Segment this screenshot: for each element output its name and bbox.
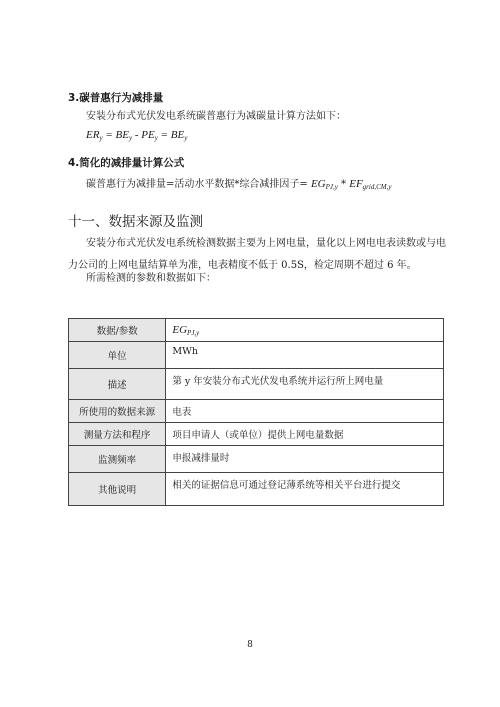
section-11-paragraph-2: 所需检测的参数和数据如下： <box>86 273 216 284</box>
formula-sub: y <box>154 134 158 142</box>
section-3-intro: 安装分布式光伏发电系统碳普惠行为减碳量计算方法如下： <box>86 111 346 122</box>
param-main: EG <box>172 323 188 336</box>
formula-multiply: * <box>337 179 350 190</box>
table-row <box>69 423 444 446</box>
formula-prefix: 碳普惠行为减排量=活动水平数据*综合减排因子= <box>86 179 311 190</box>
table-value-cell <box>166 319 444 342</box>
formula-sub: y <box>128 134 133 142</box>
table-label-cell: 测量方法和程序 <box>69 423 166 446</box>
section-3-formula: $ER_y = BE_y - PE_y = BE_y$ <box>86 129 188 142</box>
table-label-cell: 监测频率 <box>69 446 166 473</box>
section-4-formula-line <box>86 177 391 194</box>
section-4-heading: 4.简化的减排量计算公式 <box>68 157 185 169</box>
table-value-cell: MWh <box>166 342 444 369</box>
section-11-paragraph: 安装分布式光伏发电系统检测数据主要为上网电量，量化以上网电电表读数或与电力公司的上网电量结算单为准，电表精度不低于 0.5S，检定周期不超过 6 年。 <box>68 238 446 271</box>
table-row <box>69 446 444 473</box>
formula-sub: y <box>184 134 188 142</box>
formula-term-eg: EG <box>310 178 326 190</box>
table-row <box>69 473 444 506</box>
formula-term-be-2: BE <box>170 129 185 141</box>
table-row <box>69 369 444 400</box>
formula-term-ef: EF <box>349 178 363 190</box>
table-row <box>69 400 444 423</box>
table-value-cell: 第 y 年安装分布式光伏发电系统并运行所上网电量 <box>166 369 444 400</box>
table-row <box>69 319 444 342</box>
table-value-cell: 相关的证据信息可通过登记薄系统等相关平台进行提交 <box>166 473 444 506</box>
table-label-cell: 单位 <box>69 342 166 369</box>
table-label-cell: 描述 <box>69 369 166 400</box>
section-3-heading: 3.碳普惠行为减排量 <box>68 92 164 104</box>
formula-term-pe: PE <box>141 129 155 141</box>
formula-term-be: BE <box>115 129 129 141</box>
formula-sub: grid,CM,y <box>362 183 392 191</box>
table-label-cell: 数据/参数 <box>69 319 166 342</box>
formula-sub: y <box>99 134 103 142</box>
monitoring-parameters-table <box>68 318 444 506</box>
formula-term-er: ER <box>86 129 100 141</box>
section-11-heading: 十一、数据来源及监测 <box>68 214 203 230</box>
table-value-cell: 电表 <box>166 400 444 423</box>
table-value-cell: 申报减排量时 <box>166 446 444 473</box>
table-row <box>69 342 444 369</box>
table-label-cell: 所使用的数据来源 <box>69 400 166 423</box>
table-value-cell: 项目申请人（或单位）提供上网电量数据 <box>166 423 444 446</box>
param-sub: PJ,y <box>187 328 200 337</box>
formula-sub: PJ,y <box>325 183 338 191</box>
table-label-cell: 其他说明 <box>69 473 166 506</box>
page-number: 8 <box>247 640 253 650</box>
